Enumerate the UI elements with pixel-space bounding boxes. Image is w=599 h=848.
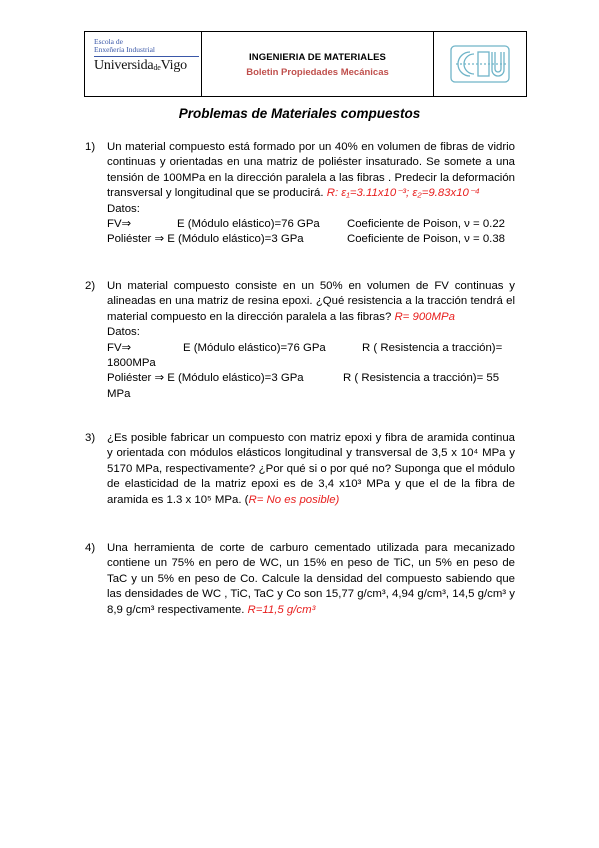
data-row-matrix: Poliéster ⇒ E (Módulo elástico)=3 GPa Coeficiente de Poison, ν = 0.38 bbox=[107, 233, 505, 246]
problem-statement: Un material compuesto está formado por un 40% en volumen de fibras de vidrio continuas y orientadas en una matriz de poliéster insaturado. Se somete a una tensión de 100MPa en la dirección paralela a las fibras . Predecir la deformación transversal y longitudinal que se producirá. R: ε₁=3.11x10⁻³; ε₂=9.83x10⁻⁴ bbox=[107, 141, 515, 200]
data-label: Datos: bbox=[107, 202, 140, 215]
data-row-fiber: FV⇒ E (Módulo elástico)=76 GPa R ( Resistencia a tracción)= bbox=[107, 341, 503, 354]
problem-1 bbox=[85, 140, 515, 248]
problem-number: 2) bbox=[85, 280, 96, 292]
header-title-block bbox=[202, 32, 434, 96]
logo-divider bbox=[94, 56, 199, 57]
problem-4 bbox=[85, 541, 515, 618]
document-header bbox=[84, 31, 527, 97]
data-row-matrix-cont: MPa bbox=[107, 387, 131, 400]
problem-statement: Un material compuesto consiste en un 50% en volumen de FV continuas y alineadas en una matriz de resina epoxi. ¿Qué resistencia a la tracción tendrá el material compuesto en la dirección paralela a las fibras? R= 900MPa bbox=[107, 280, 515, 323]
problem-number: 4) bbox=[85, 542, 96, 554]
problem-answer: R: ε₁=3.11x10⁻³; ε₂=9.83x10⁻⁴ bbox=[326, 187, 480, 200]
problem-3 bbox=[85, 431, 515, 508]
problem-number: 3) bbox=[85, 432, 96, 444]
problem-statement: ¿Es posible fabricar un compuesto con matriz epoxi y fibra de aramida continua y orientada con módulos elásticos longitudinal y transversal de 3,5 x 10⁴ MPa y 5170 MPa, respectivamente? ¿Por qué si o por qué no? Suponga que el módulo de elasticidad de la matriz epoxi es de 3,4 x10³ MPa y que el de la fibra de aramida es 1.3 x 10⁵ MPa. (R= No es posible) bbox=[107, 432, 515, 506]
page-title: Problemas de Materiales compuestos bbox=[178, 106, 421, 121]
problem-answer: R= 900MPa bbox=[394, 310, 455, 323]
course-title: INGENIERIA DE MATERIALES bbox=[249, 52, 386, 63]
problem-answer: R= No es posible) bbox=[248, 493, 340, 506]
data-label: Datos: bbox=[107, 326, 140, 339]
data-row-fiber: FV⇒ E (Módulo elástico)=76 GPa Coeficiente de Poison, ν = 0.22 bbox=[107, 218, 505, 231]
data-row-matrix: Poliéster ⇒ E (Módulo elástico)=3 GPa R ( Resistencia a tracción)= 55 bbox=[107, 372, 500, 385]
university-logo bbox=[85, 32, 202, 96]
department-logo-icon bbox=[448, 42, 512, 86]
logo-line-2: Enxeñería Industrial bbox=[94, 45, 156, 54]
problem-statement: Una herramienta de corte de carburo cementado utilizada para mecanizado contiene un 75% en pero de WC, un 15% en peso de TiC, un 5% en peso de TaC y un 5% en peso de Co. Calcule la densidad del compuesto sabiendo que las densidades de WC , TiC, TaC y Co son 15,77 g/cm³, 4,94 g/cm³, 14,5 g/cm³ y 8,9 g/cm³ respectivamente. R=11,5 g/cm³ bbox=[107, 542, 515, 616]
logo-university-name: Universida$_{de}$Vigo bbox=[94, 58, 187, 73]
problem-2 bbox=[85, 279, 515, 402]
bulletin-subtitle: Boletin Propiedades Mecánicas bbox=[246, 67, 389, 78]
problem-answer: R=11,5 g/cm³ bbox=[247, 603, 316, 616]
department-logo bbox=[434, 32, 526, 96]
logo-line-1: Escola de bbox=[94, 37, 123, 46]
problem-number: 1) bbox=[85, 141, 96, 153]
data-row-fiber-cont: 1800MPa bbox=[107, 357, 156, 370]
